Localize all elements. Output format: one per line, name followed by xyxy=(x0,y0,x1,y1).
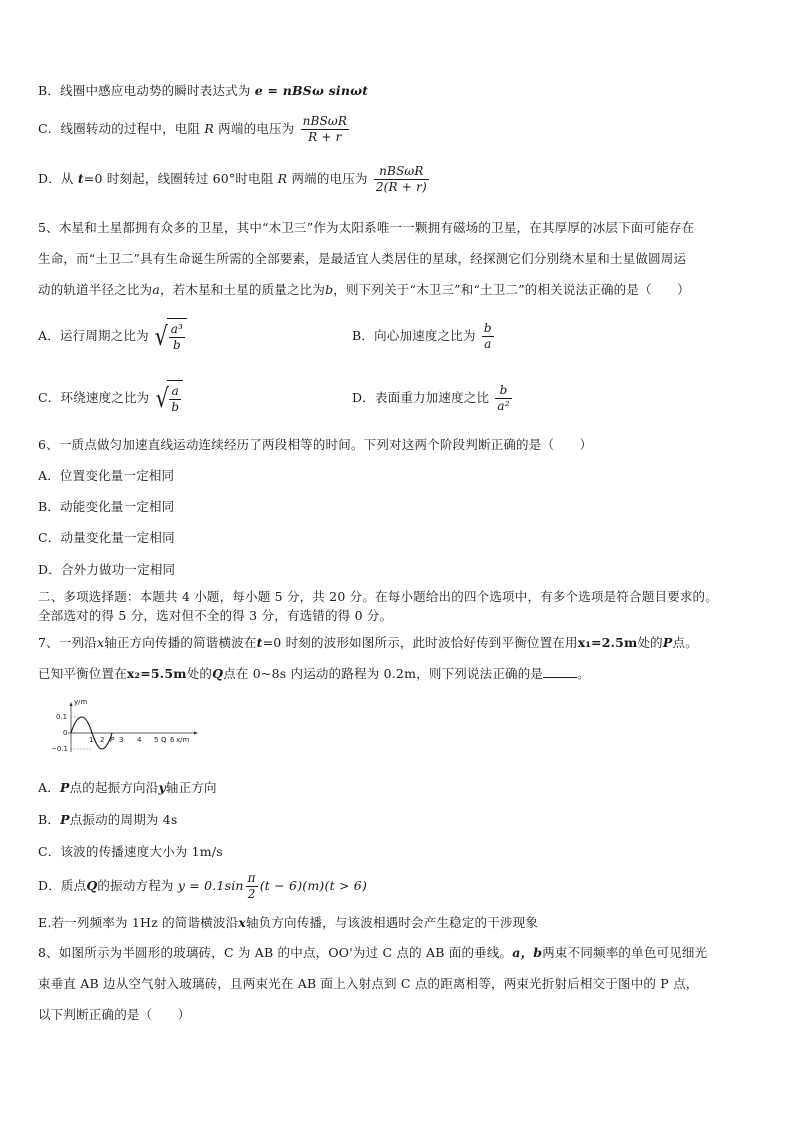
q7-a-end: 轴正方向 xyxy=(165,780,217,795)
q7-text2: 轴正方向传播的简谐横波在 xyxy=(104,635,257,650)
q4-option-d xyxy=(38,161,760,197)
q7-d-q: Q xyxy=(86,878,98,893)
q4-b-expression: e = nBSω sinωt xyxy=(254,83,369,98)
q7-a-text: 点的起振方向沿 xyxy=(69,780,159,795)
q7-option-d xyxy=(38,868,760,904)
q7-option-a xyxy=(38,779,760,797)
q5-c-numerator: a xyxy=(169,384,181,400)
q4-d-time: t xyxy=(77,171,84,186)
point-p-label: P xyxy=(110,736,115,744)
section2-header-line1: 二、多项选择题：本题共 4 小题，每小题 5 分，共 20 分。在每小题给出的四个选项中，有多个选项是符合题目要求的。 xyxy=(38,589,718,604)
q4-c-denominator: R + r xyxy=(308,130,342,144)
y-axis-label: y/m xyxy=(74,700,88,706)
q7-text6: 已知平衡位置在 xyxy=(38,666,127,681)
point-q-label: Q xyxy=(161,736,167,744)
q7-option-b xyxy=(38,811,760,829)
q5-b-numerator: b xyxy=(483,321,492,335)
q8-text: 8、如图所示为半圆形的玻璃砖，C 为 AB 的中点，OO'为过 C 点的 AB 面的垂线。 xyxy=(38,945,513,960)
q5-b-denominator: a xyxy=(484,337,492,351)
q6-option-d: D．合外力做功一定相同 xyxy=(38,562,176,577)
q7-e-end: 轴负方向传播，与该波相遇时会产生稳定的干涉现象 xyxy=(245,915,539,930)
q4-d-text: D．从 xyxy=(38,171,74,186)
q4-c-numerator: nBSωR xyxy=(302,114,348,128)
q5-option-d xyxy=(352,380,514,416)
q5-a-numerator: a³ xyxy=(170,322,184,336)
q4-option-c xyxy=(38,112,760,146)
q5-a-denominator: b xyxy=(173,338,181,352)
x-tick-5: 5 xyxy=(154,736,159,744)
q7-d-fraction xyxy=(246,871,258,902)
q5-stem-line3 xyxy=(38,281,760,299)
q7-point-p: P xyxy=(662,635,673,650)
q4-d-numerator: nBSωR xyxy=(374,164,429,180)
q7-b-prefix: B． xyxy=(38,812,61,827)
x-tick-6: 6 xyxy=(170,736,175,744)
q7-text9: 。 xyxy=(577,666,590,681)
q5-text2: ，若木星和土星的质量之比为 xyxy=(159,282,326,297)
q7-d-equation2: (t − 6)(m)(t > 6) xyxy=(259,878,368,893)
q5-d-label: D．表面重力加速度之比 xyxy=(352,390,490,405)
q8-stem-line2: 束垂直 AB 边从空气射入玻璃砖，且两束光在 AB 面上入射点到 C 点的距离相等，两束光折射后相交于图中的 P 点， xyxy=(38,976,699,991)
q8-stem-line3: 以下判断正确的是（ ） xyxy=(38,1007,191,1022)
q7-d-denominator: 2 xyxy=(247,887,256,901)
q7-text8: 点在 0~8s 内运动的路程为 0.2m，则下列说法正确的是 xyxy=(223,666,544,681)
q7-var-t: t xyxy=(256,635,263,650)
q4-d-resistor: R xyxy=(277,171,288,186)
q5-option-a: A．运行周期之比为 xyxy=(38,328,149,343)
q5-c-sqrt: √ $\frac{a}{b}$ xyxy=(154,380,184,417)
y-tick-top: 0.1 xyxy=(56,713,68,721)
q5-b-label: B．向心加速度之比为 xyxy=(352,328,476,343)
q4-d-denominator: 2(R + r) xyxy=(375,180,427,194)
q7-text3: =0 时刻的波形如图所示，此时波恰好传到平衡位置在用 xyxy=(262,635,578,650)
y-axis-arrow xyxy=(70,702,73,706)
q4-d-text3: 两端的电压为 xyxy=(291,171,368,186)
q4-b-text: B．线圈中感应电动势的瞬时表达式为 xyxy=(38,83,251,98)
q7-d-equation: y = 0.1sin xyxy=(177,878,244,893)
q7-d-text: 的振动方程为 xyxy=(97,878,174,893)
x-tick-2: 2 xyxy=(100,736,105,744)
q7-option-e xyxy=(38,914,760,932)
q7-d-numerator: π xyxy=(247,871,256,885)
q5-row-cd xyxy=(38,380,760,417)
q5-row-ab xyxy=(38,318,760,355)
q6-stem: 6、一质点做匀加速直线运动连续经历了两段相等的时间。下列对这两个阶段判断正确的是（ ） xyxy=(38,437,593,452)
q4-c-resistor: R xyxy=(204,121,214,136)
y-tick-bottom: −0.1 xyxy=(51,745,68,753)
q5-c-denominator: b xyxy=(171,400,180,414)
q5-stem-line2: 生命，而“土卫二”具有生命诞生所需的全部要素，是最适宜人类居住的星球，经探测它们分别绕木星和土星做圆周运 xyxy=(38,251,687,266)
q4-d-fraction xyxy=(374,164,429,195)
q7-e-x: x xyxy=(238,915,246,930)
q7-answer-blank xyxy=(543,665,577,678)
q6-option-b: B．动能变化量一定相同 xyxy=(38,499,175,514)
q7-text: 7、一列沿 xyxy=(38,635,97,650)
q8-text2: 两束不同频率的单色可见细光 xyxy=(542,945,708,960)
q7-stem-line2 xyxy=(38,665,760,683)
q4-d-text2: =0 时刻起，线圈转过 60°时电阻 xyxy=(83,171,274,186)
q4-c-fraction xyxy=(301,114,350,145)
q7-var-x: x xyxy=(96,635,105,650)
q8-ab: a，b xyxy=(512,945,543,960)
x-axis-label: x/m xyxy=(176,736,190,744)
q7-x2: x₂=5.5m xyxy=(126,666,187,681)
q5-var-b: b xyxy=(325,282,334,297)
q7-a-y: y xyxy=(158,780,166,795)
q7-option-c: C．该波的传播速度大小为 1m/s xyxy=(38,844,223,859)
q8-stem-line1 xyxy=(38,944,760,962)
q7-e-prefix: E.若一列频率为 1Hz 的简谐横波沿 xyxy=(38,915,239,930)
q4-c-text2: 两端的电压为 xyxy=(218,121,295,136)
q7-text5: 点。 xyxy=(672,635,698,650)
x-tick-1: 1 xyxy=(89,736,94,744)
y-tick-zero: 0 xyxy=(63,729,68,737)
q5-d-numerator: b xyxy=(495,383,511,399)
section2-header-line2: 全部选对的得 5 分，选对但不全的得 3 分，有选错的得 0 分。 xyxy=(38,608,393,623)
q7-text7: 处的 xyxy=(186,666,213,681)
q5-text: 动的轨道半径之比为 xyxy=(38,282,153,297)
q7-wave-figure xyxy=(48,700,198,755)
q7-d-prefix: D．质点 xyxy=(38,878,87,893)
q5-d-denominator: a² xyxy=(497,399,510,413)
q7-a-p: P xyxy=(59,780,70,795)
x-tick-3: 3 xyxy=(119,736,124,744)
x-tick-4: 4 xyxy=(137,736,142,744)
q6-option-c: C．动量变化量一定相同 xyxy=(38,530,175,545)
q7-a-prefix: A． xyxy=(38,780,60,795)
x-axis-arrow xyxy=(194,732,198,735)
q7-text4: 处的 xyxy=(637,635,663,650)
q4-c-text: C．线圈转动的过程中，电阻 xyxy=(38,121,201,136)
q7-point-q: Q xyxy=(212,666,224,681)
q5-option-c: C．环绕速度之比为 xyxy=(38,390,150,405)
q7-b-text: 点振动的周期为 4s xyxy=(69,812,178,827)
q4-option-b xyxy=(38,82,760,100)
q5-var-a: a xyxy=(152,282,160,297)
q5-text3: ，则下列关于“木卫三”和“土卫二”的相关说法正确的是（ ） xyxy=(333,282,690,297)
q6-option-a: A．位置变化量一定相同 xyxy=(38,468,175,483)
q7-b-p: P xyxy=(60,812,70,827)
q5-stem-line1: 5、木星和土星都拥有众多的卫星，其中“木卫三”作为太阳系唯一一颗拥有磁场的卫星，在其厚厚的冰层下面可能存在 xyxy=(38,220,695,235)
q7-stem-line1 xyxy=(38,634,760,652)
q5-option-b xyxy=(352,318,496,354)
q5-a-sqrt: √ $\frac{\text{a³}}{b}$ xyxy=(153,318,187,355)
q7-x1: x₁=2.5m xyxy=(577,635,638,650)
